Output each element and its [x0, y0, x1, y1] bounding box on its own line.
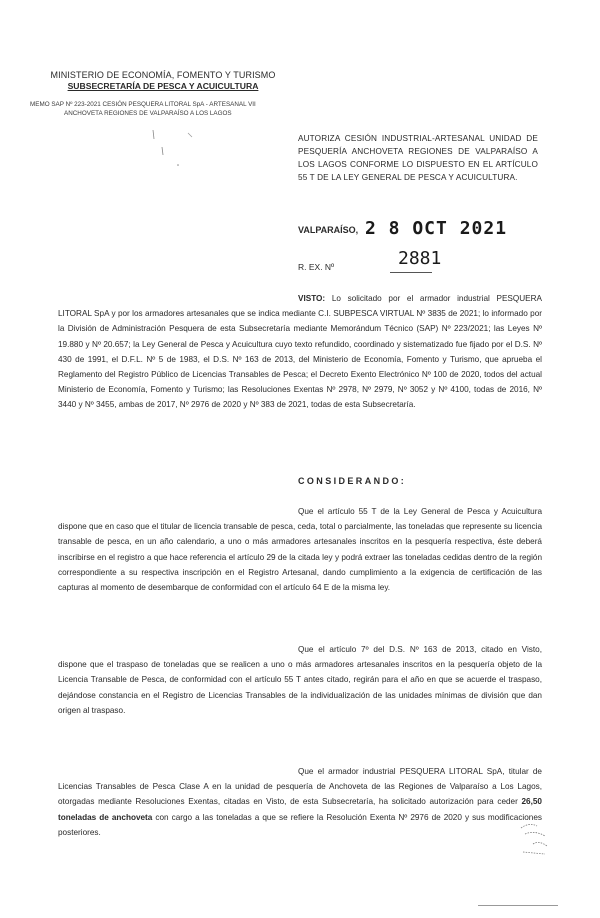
- considerando-3: [58, 764, 542, 840]
- memo-line-2: ANCHOVETA REGIONES DE VALPARAÍSO A LOS LAGOS: [64, 109, 232, 117]
- rex-number: 2881: [398, 248, 442, 269]
- considerando-2: [58, 642, 542, 718]
- considerando-1-text: Que el artículo 55 T de la Ley General de Pesca y Acuicultura dispone que en caso que el titular de licencia transable de pesca, ceda, total o parcialmente, las toneladas que represente su licencia transable de pesca, en un año calendario, a uno o más armadores artesanales inscritos en la pesquería respectiva, éste deberá inscribirse en el registro a que hace referencia el artículo 29 de la citada ley y podrá extraer las toneladas cedidas dentro de la región correspondiente a su respectiva inscripción en el Registro Artesanal, dando cumplimiento a la exigencia de certificación de las capturas al momento de desembarque de conformidad con el artículo 64 E de la misma ley.: [58, 507, 542, 593]
- memo-line-1: MEMO SAP Nº 223-2021 CESIÓN PESQUERA LITORAL SpA - ARTESANAL VII: [30, 101, 256, 108]
- rex-label: R. EX. Nº: [298, 262, 335, 272]
- visto-paragraph: [58, 291, 542, 413]
- scan-marks: [148, 125, 208, 175]
- considerando-3-text-a: Que el armador industrial PESQUERA LITORAL SpA, titular de Licencias Transables de Pesca Clase A en la unidad de pesquería de Anchoveta de las Regiones de Valparaíso a Los Lagos, otorgadas mediante Resoluciones Exentas, citadas en Visto, de esta Subsecretaría, ha solicitado autorización para ceder: [58, 767, 542, 807]
- considerando-heading: CONSIDERANDO:: [298, 476, 407, 486]
- resolution-title: AUTORIZA CESIÓN INDUSTRIAL-ARTESANAL UNIDAD DE PESQUERÍA ANCHOVETA REGIONES DE VALPARAÍSO A LOS LAGOS CONFORME LO DISPUESTO EN EL ARTÍCULO 55 T DE LA LEY GENERAL DE PESCA Y ACUICULTURA.: [298, 134, 538, 182]
- date-stamp: 2 8 OCT 2021: [365, 218, 508, 239]
- rex-underline: [390, 272, 432, 273]
- memo-reference: [30, 101, 310, 118]
- place-label: VALPARAÍSO,: [298, 225, 359, 235]
- considerando-2-text: Que el artículo 7º del D.S. Nº 163 de 2013, citado en Visto, dispone que el traspaso de toneladas que se realicen a uno o más armadores artesanales inscritos en la pesquería objeto de la Licencia Transable de Pesca, de conformidad con el artículo 55 T antes citado, regirán para el año en que se acuerde el traspaso, dejándose constancia en el Registro de Licencias Transables de la individualización de las unidades mínimas de división que dan origen al traspaso.: [58, 645, 542, 715]
- considerando-1: [58, 504, 542, 595]
- considerando-3-text-b: con cargo a las toneladas a que se refiere la Resolución Exenta Nº 2976 de 2020 y sus modificaciones posteriores.: [58, 812, 543, 837]
- initials-mark: [515, 818, 555, 862]
- visto-label: VISTO:: [298, 294, 326, 303]
- tonnage-amount: 26,50 toneladas de anchoveta: [58, 797, 542, 822]
- ministry-name: MINISTERIO DE ECONOMÍA, FOMENTO Y TURISMO: [50, 70, 276, 80]
- visto-text: Lo solicitado por el armador industrial PESQUERA LITORAL SpA y por los armadores artesanales que se indica mediante C.I. SUBPESCA VIRTUAL Nº 3835 de 2021; lo informado por la División de Administración Pesquera de esta Subsecretaría mediante Memorándum Técnico (SAP) Nº 223/2021; las Leyes Nº 19.880 y Nº 20.657; la Ley General de Pesca y Acuicultura cuyo texto refundido, coordinado y sistematizado fue fijado por el D.S. Nº 430 de 1991, el D.F.L. Nº 5 de 1983, el D.S. Nº 163 de 2013, del Ministerio de Economía, Fomento y Turismo, que aprueba el Reglamento del Registro Público de Licencias Transables de Pesca; el Decreto Exento Electrónico Nº 100 de 2020, todos del actual Ministerio de Economía, Fomento y Turismo; las Resoluciones Exentas Nº 2978, Nº 2979, Nº 3052 y Nº 4100, todas de 2016, Nº 3440 y Nº 3455, ambas de 2017, Nº 2976 de 2020 y Nº 383 de 2021, todas de esta Subsecretaría.: [58, 294, 542, 410]
- ministry-header: [38, 70, 288, 92]
- subsecretaria-name: SUBSECRETARÍA DE PESCA Y ACUICULTURA: [67, 81, 259, 92]
- bottom-rule: [478, 905, 558, 906]
